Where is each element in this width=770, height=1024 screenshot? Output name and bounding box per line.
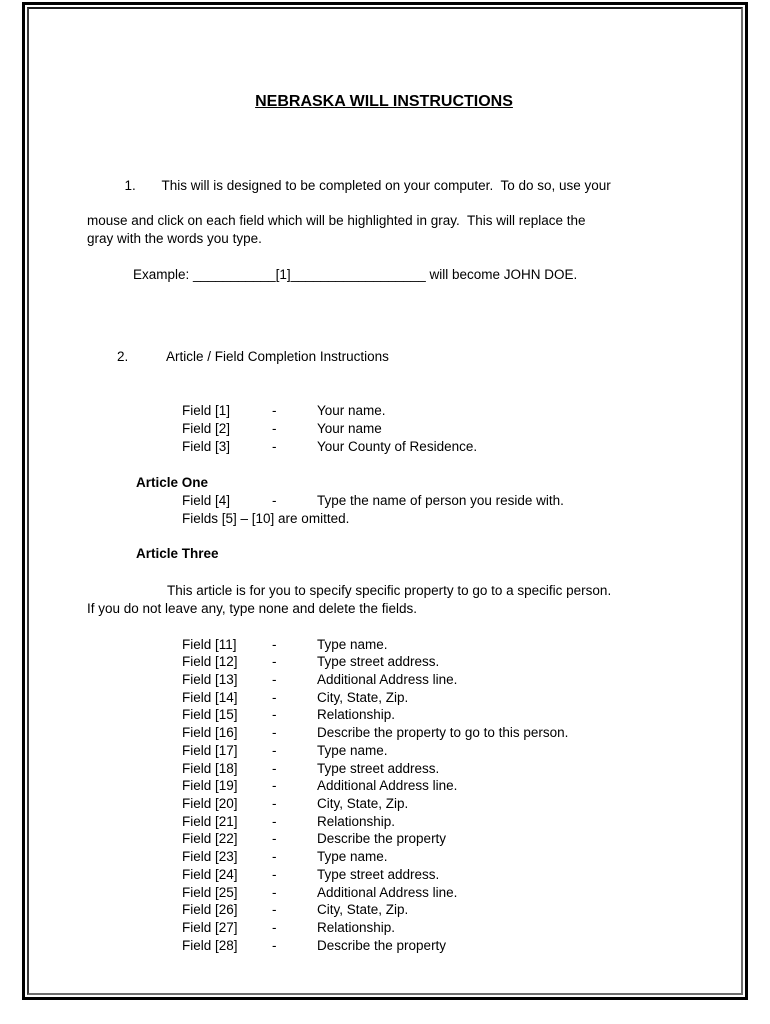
field-separator: - [272,866,277,882]
document-page [29,9,741,993]
field-row [87,653,681,671]
field-description: City, State, Zip. [317,902,409,918]
section2-number: 2. [117,348,129,364]
article-three-heading: Article Three [136,545,219,561]
field-label: Field [1] [182,403,231,419]
field-separator: - [272,438,277,454]
field-row [87,884,681,902]
field-separator: - [272,725,277,741]
field-label: Field [24] [182,866,238,882]
field-row [87,706,681,724]
omitted-fields-note: Fields [5] – [10] are omitted. [182,510,350,526]
field-row [87,671,681,689]
document-frame-inner [27,7,743,995]
field-separator: - [272,831,277,847]
field-table-article-one [87,492,681,510]
article-one-heading: Article One [136,475,209,491]
field-label: Field [16] [182,725,238,741]
field-separator: - [272,742,277,758]
field-row [87,848,681,866]
article-three-paragraph [87,582,681,617]
field-description: Type the name of person you reside with. [317,493,564,509]
field-separator: - [272,672,277,688]
field-description: Relationship. [317,919,396,935]
field-description: Type name. [317,849,388,865]
field-description: Your County of Residence. [317,438,478,454]
field-label: Field [14] [182,689,238,705]
field-description: City, State, Zip. [317,795,409,811]
intro-paragraph [87,159,681,248]
field-row [87,724,681,742]
field-label: Field [18] [182,760,238,776]
field-description: City, State, Zip. [317,689,409,705]
field-label: Field [26] [182,902,238,918]
field-separator: - [272,795,277,811]
field-description: Type name. [317,636,388,652]
field-label: Field [2] [182,421,231,437]
field-row [87,777,681,795]
field-separator: - [272,849,277,865]
field-label: Field [23] [182,849,238,865]
field-row [87,795,681,813]
field-description: Type street address. [317,760,440,776]
field-description: Describe the property [317,831,447,847]
intro-line-2: mouse and click on each field which will be highlighted in gray. This will replace the [87,213,586,229]
field-separator: - [272,902,277,918]
field-description: Additional Address line. [317,884,458,900]
field-description: Describe the property to go to this person. [317,725,569,741]
field-description: Additional Address line. [317,672,458,688]
field-separator: - [272,421,277,437]
field-label: Field [27] [182,919,238,935]
field-row [87,742,681,760]
field-label: Field [11] [182,636,237,652]
field-row [87,919,681,937]
field-separator: - [272,403,277,419]
section2-heading-line [87,330,681,383]
field-label: Field [19] [182,778,238,794]
field-label: Field [20] [182,795,238,811]
intro-line-1-text: This will is designed to be completed on your computer. To do so, use your [161,177,611,193]
field-label: Field [21] [182,813,238,829]
field-separator: - [272,778,277,794]
field-row [87,636,681,654]
field-row [87,866,681,884]
intro-number: 1. [124,177,136,193]
field-row [87,813,681,831]
document-frame-outer [22,2,748,1000]
field-separator: - [272,813,277,829]
field-row [87,760,681,778]
field-row [87,901,681,919]
field-description: Type name. [317,742,388,758]
field-label: Field [13] [182,672,238,688]
field-description: Your name [317,421,382,437]
field-separator: - [272,636,277,652]
field-separator: - [272,493,277,509]
field-label: Field [15] [182,707,238,723]
field-description: Type street address. [317,654,440,670]
field-separator: - [272,760,277,776]
field-label: Field [22] [182,831,238,847]
field-description: Relationship. [317,813,396,829]
field-separator: - [272,707,277,723]
page-title: NEBRASKA WILL INSTRUCTIONS [255,93,513,110]
field-separator: - [272,919,277,935]
field-description: Your name. [317,403,386,419]
field-separator: - [272,884,277,900]
field-table-general [87,402,681,455]
field-description: Type street address. [317,866,440,882]
field-table-article-three [87,636,681,955]
article-three-paragraph-line-2: If you do not leave any, type none and delete the fields. [87,600,417,616]
field-description: Additional Address line. [317,778,458,794]
field-label: Field [12] [182,654,238,670]
field-row [87,830,681,848]
field-label: Field [17] [182,742,238,758]
intro-line-1 [87,159,681,212]
section2-heading: Article / Field Completion Instructions [166,348,389,364]
field-description: Relationship. [317,707,396,723]
intro-line-3: gray with the words you type. [87,230,262,246]
example-line: Example: ___________[1]__________________ will become JOHN DOE. [133,266,578,282]
field-row [87,492,681,510]
field-label: Field [3] [182,438,231,454]
field-description: Describe the property [317,937,447,953]
field-label: Field [25] [182,884,238,900]
field-separator: - [272,689,277,705]
field-label: Field [4] [182,493,231,509]
field-label: Field [28] [182,937,238,953]
article-three-paragraph-line-1: This article is for you to specify specific property to go to a specific person. [167,583,612,599]
field-row [87,689,681,707]
field-row [87,402,681,420]
field-separator: - [272,654,277,670]
field-row [87,937,681,955]
field-row [87,438,681,456]
field-row [87,420,681,438]
field-separator: - [272,937,277,953]
